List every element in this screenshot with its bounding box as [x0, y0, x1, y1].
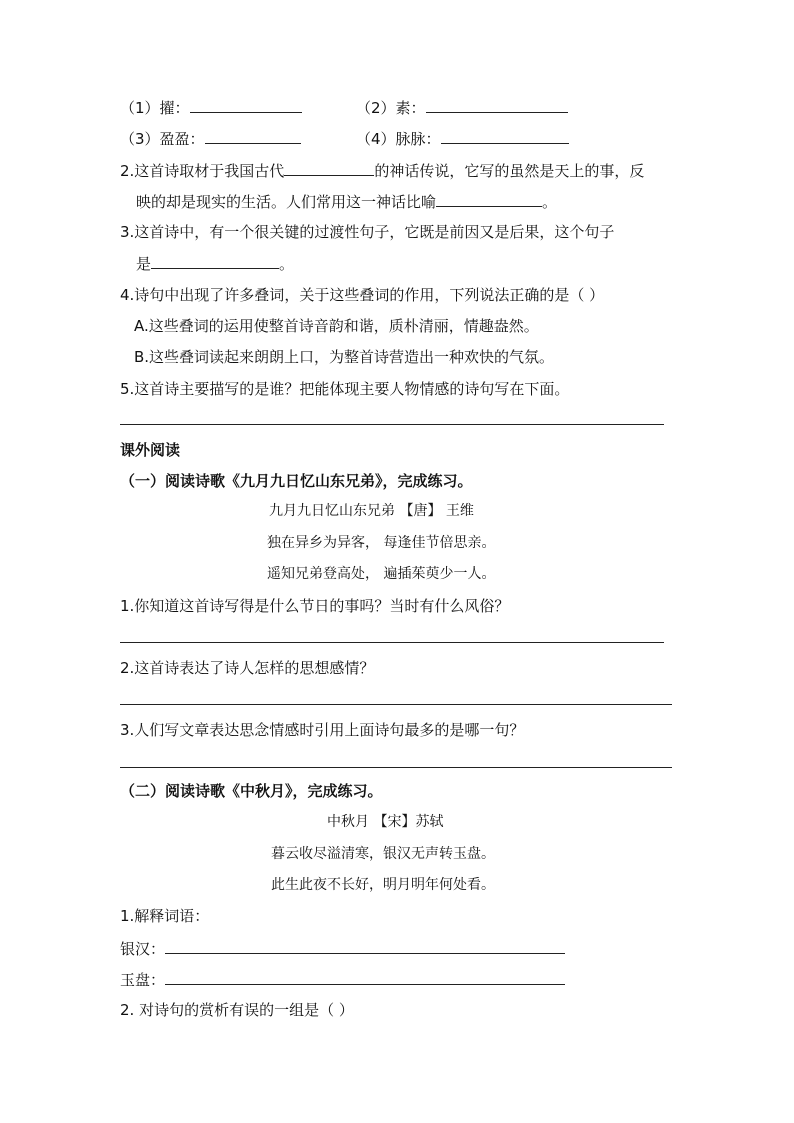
part1-q1-answer-line[interactable]: [120, 642, 664, 643]
word-1-blank[interactable]: [165, 938, 565, 954]
q4-option-a[interactable]: A.这些叠词的运用使整首诗音韵和谐，质朴清丽，情趣盎然。: [134, 317, 539, 335]
q3-text-3: 。: [279, 255, 295, 273]
section-heading: 课外阅读: [120, 441, 181, 459]
q2-text-2: 的神话传说，它写的虽然是天上的事，反: [374, 162, 645, 180]
poem2-title: 中秋月 【宋】苏轼: [327, 814, 444, 830]
q3-line-2: [136, 253, 294, 274]
q1-item-4: [356, 128, 569, 149]
part2-title: （二）阅读诗歌《中秋月》，完成练习。: [120, 782, 383, 800]
q1-label-1: （1）擢：: [120, 99, 190, 117]
part1-title: （一）阅读诗歌《九月九日忆山东兄弟》，完成练习。: [120, 472, 473, 490]
q1-item-1: [120, 97, 302, 118]
poem2-line-1: 暮云收尽溢清寒，银汉无声转玉盘。: [271, 846, 495, 862]
word-2-label: 玉盘：: [120, 971, 166, 989]
poem1-line-1: 独在异乡为异客， 每逢佳节倍思亲。: [267, 535, 496, 551]
poem1-title: 九月九日忆山东兄弟 【唐】 王维: [269, 503, 474, 519]
part2-word-1: [120, 938, 565, 959]
q4-option-b[interactable]: B.这些叠词读起来朗朗上口，为整首诗营造出一种欢快的气氛。: [134, 348, 555, 366]
part1-q3-answer-line[interactable]: [120, 767, 672, 768]
q1-blank-4[interactable]: [441, 128, 569, 144]
word-1-label: 银汉：: [120, 940, 166, 958]
part1-q2-answer-line[interactable]: [120, 704, 672, 705]
part1-q1: 1.你知道这首诗写得是什么节日的事吗？当时有什么风俗？: [120, 597, 510, 615]
q2-text-3: 映的却是现实的生活。人们常用这一神话比喻: [136, 193, 437, 211]
part1-q2: 2.这首诗表达了诗人怎样的思想感情？: [120, 659, 375, 677]
q4-question: 4.诗句中出现了许多叠词，关于这些叠词的作用，下列说法正确的是（ ）: [120, 286, 605, 304]
q2-text-4: 。: [542, 193, 558, 211]
q2-line-2: [136, 191, 557, 212]
part2-q1: 1.解释词语：: [120, 907, 210, 925]
q1-blank-1[interactable]: [190, 97, 302, 113]
q1-item-2: [356, 97, 568, 118]
poem2-line-2: 此生此夜不长好，明月明年何处看。: [271, 877, 495, 893]
q1-label-3: （3）盈盈：: [120, 130, 205, 148]
q2-text-1: 2.这首诗取材于我国古代: [120, 162, 285, 180]
q3-line-1: 3.这首诗中，有一个很关键的过渡性句子，它既是前因又是后果，这个句子: [120, 223, 615, 241]
q2-line-1: [120, 160, 644, 181]
part2-word-2: [120, 969, 565, 990]
part2-q2: 2. 对诗句的赏析有误的一组是（ ）: [120, 1001, 354, 1019]
q2-blank-2[interactable]: [436, 191, 542, 207]
q1-label-4: （4）脉脉：: [356, 130, 441, 148]
q1-item-3: [120, 128, 301, 149]
q3-text-2: 是: [136, 255, 152, 273]
q3-blank[interactable]: [151, 253, 279, 269]
q5-question: 5.这首诗主要描写的是谁？把能体现主要人物情感的诗句写在下面。: [120, 380, 570, 398]
q1-blank-2[interactable]: [426, 97, 568, 113]
q2-blank-1[interactable]: [284, 160, 374, 176]
word-2-blank[interactable]: [165, 969, 565, 985]
q1-label-2: （2）素：: [356, 99, 426, 117]
part1-q3: 3.人们写文章表达思念情感时引用上面诗句最多的是哪一句？: [120, 721, 525, 739]
q1-blank-3[interactable]: [205, 128, 301, 144]
poem1-line-2: 遥知兄弟登高处， 遍插茱萸少一人。: [267, 566, 496, 582]
q5-answer-line[interactable]: [120, 424, 664, 425]
